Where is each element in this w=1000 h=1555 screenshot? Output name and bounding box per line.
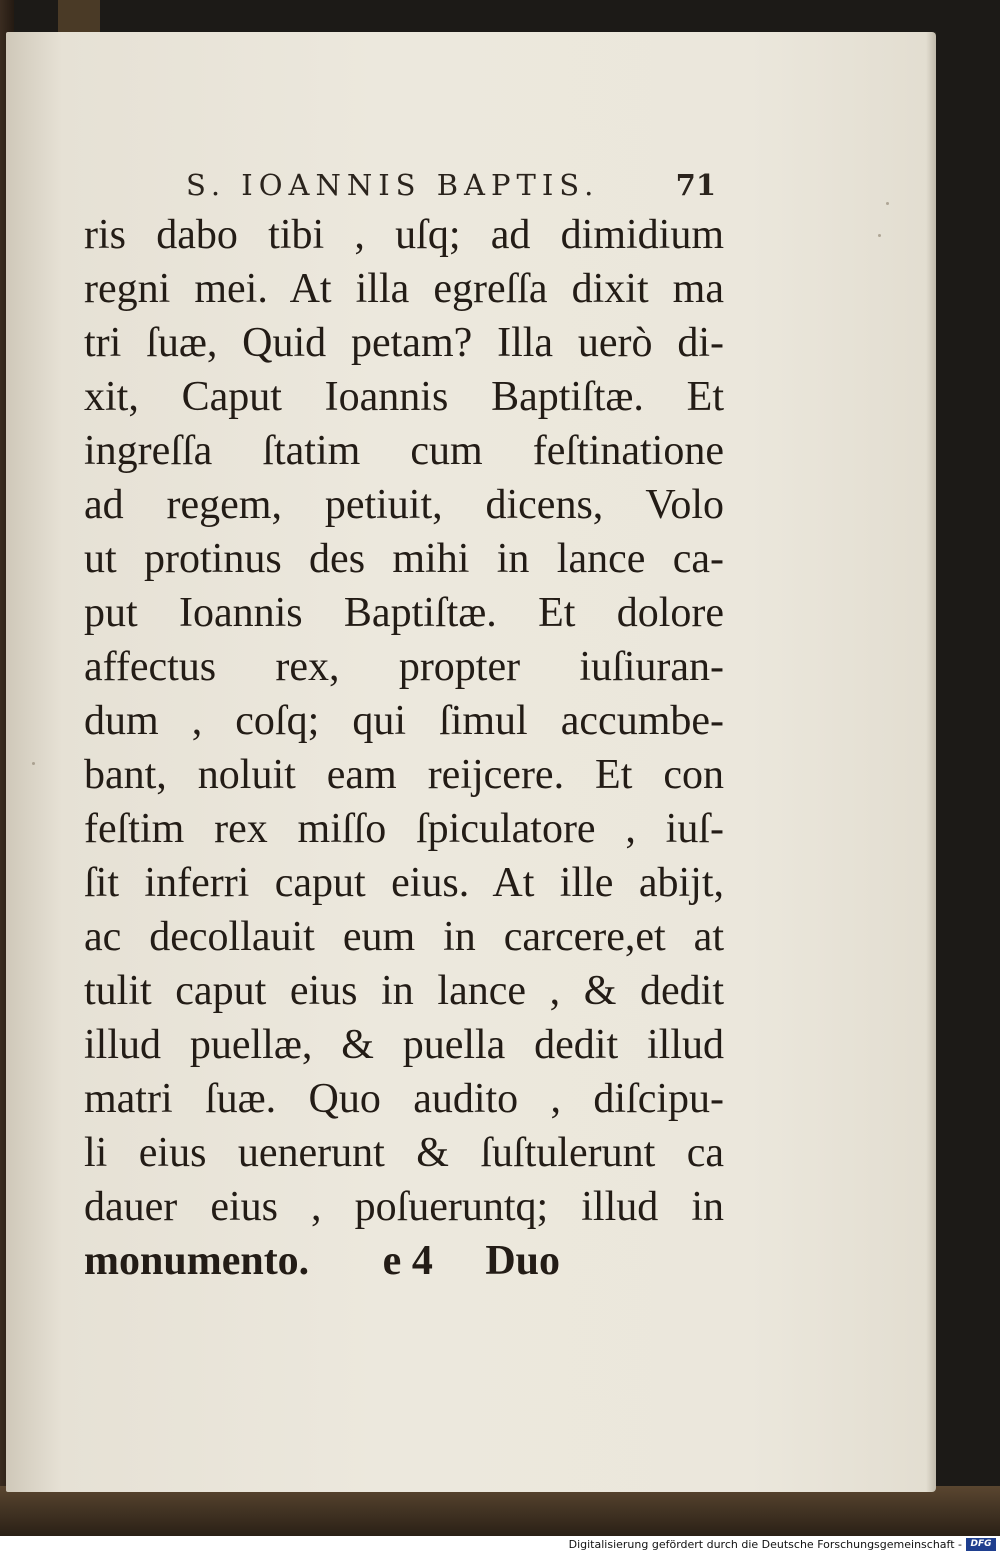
text-line: feſtim rex miſſo ſpiculatore , iuſ- [84,806,724,852]
text-line: tri ſuæ, Quid petam? Illa uerò di- [84,320,724,366]
text-line: tulit caput eius in lance , & dedit [84,968,724,1014]
text-line: affectus rex, propter iuſiuran- [84,644,724,690]
running-head [186,168,716,208]
text-line: ſit inferri caput eius. At ille abijt, [84,860,724,906]
text-line: dum , coſq; qui ſimul accumbe- [84,698,724,744]
text-line: regni mei. At illa egreſſa dixit ma [84,266,724,312]
paper-speck [878,234,881,237]
paper-speck [32,762,35,765]
text-line: put Ioannis Baptiſtæ. Et dolore [84,590,724,636]
text-line: ris dabo tibi , uſq; ad dimidium [84,212,724,258]
text-line: matri ſuæ. Quo audito , diſcipu- [84,1076,724,1122]
book-bottom-edge [0,1486,1000,1536]
text-line: ad regem, petiuit, dicens, Volo [84,482,724,528]
text-line: ut protinus des mihi in lance ca- [84,536,724,582]
text-line: ac decollauit eum in carcere,et at [84,914,724,960]
dfg-logo: DFG [966,1538,996,1551]
book-spine [58,0,100,34]
text-line-catchword: monumento. e 4 Duo [84,1238,561,1284]
text-line: li eius uenerunt & ſuſtulerunt ca [84,1130,724,1176]
running-head-title: S. IOANNIS BAPTIS. [186,168,600,202]
body-text [84,208,724,1288]
funding-credit: Digitalisierung gefördert durch die Deutsche Forschungsgemeinschaft - [568,1538,962,1551]
digitization-footer [0,1536,1000,1555]
text-line: xit, Caput Ioannis Baptiſtæ. Et [84,374,724,420]
folio-number: 71 [675,168,716,202]
text-line: ingreſſa ſtatim cum feſtinatione [84,428,724,474]
text-line: dauer eius , poſueruntq; illud in [84,1184,724,1230]
paper-speck [886,202,889,205]
text-line: bant, noluit eam reijcere. Et con [84,752,724,798]
text-line: illud puellæ, & puella dedit illud [84,1022,724,1068]
